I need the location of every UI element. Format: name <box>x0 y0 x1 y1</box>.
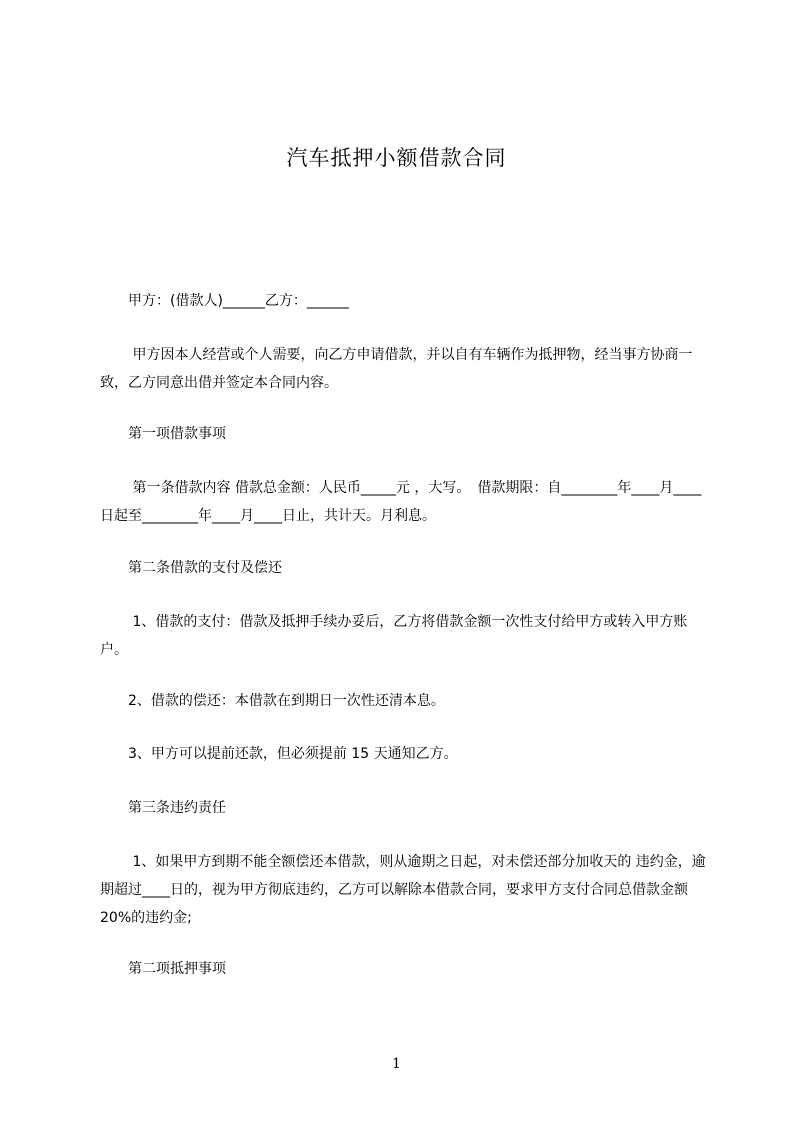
section2-heading: 第二项抵押事项 <box>100 961 226 977</box>
parties-line: 甲方：(借款人)______乙方：______ <box>100 293 349 309</box>
article1-paragraph: 第一条借款内容 借款总金额：人民币_____元 ，大写。 借款期限：自________年____月____日起至________年____月____日止，共计天。月利息。 <box>100 480 702 524</box>
article3-item1: 1、如果甲方到期不能全额偿还本借款，则从逾期之日起，对未偿还部分加收天的 违约金，逾期超过____日的，视为甲方彻底违约，乙方可以解除本借款合同，要求甲方支付合同总借款金额 20%的违约金; <box>100 854 706 926</box>
article2-item3: 3、甲方可以提前还款，但必须提前 15 天通知乙方。 <box>100 746 458 762</box>
article2-item1: 1、借款的支付：借款及抵押手续办妥后，乙方将借款金额一次性支付给甲方或转入甲方账户。 <box>100 614 688 658</box>
article3-heading: 第三条违约责任 <box>100 800 226 816</box>
document-title: 汽车抵押小额借款合同 <box>286 146 507 170</box>
intro-paragraph: 甲方因本人经营或个人需要，向乙方申请借款，并以自有车辆作为抵押物，经当事方协商一致，乙方同意出借并签定本合同内容。 <box>100 347 693 391</box>
section1-heading: 第一项借款事项 <box>100 426 226 442</box>
article2-item2: 2、借款的偿还：本借款在到期日一次性还清本息。 <box>100 693 445 709</box>
page-number: 1 <box>392 1056 401 1072</box>
article2-heading: 第二条借款的支付及偿还 <box>100 560 282 576</box>
